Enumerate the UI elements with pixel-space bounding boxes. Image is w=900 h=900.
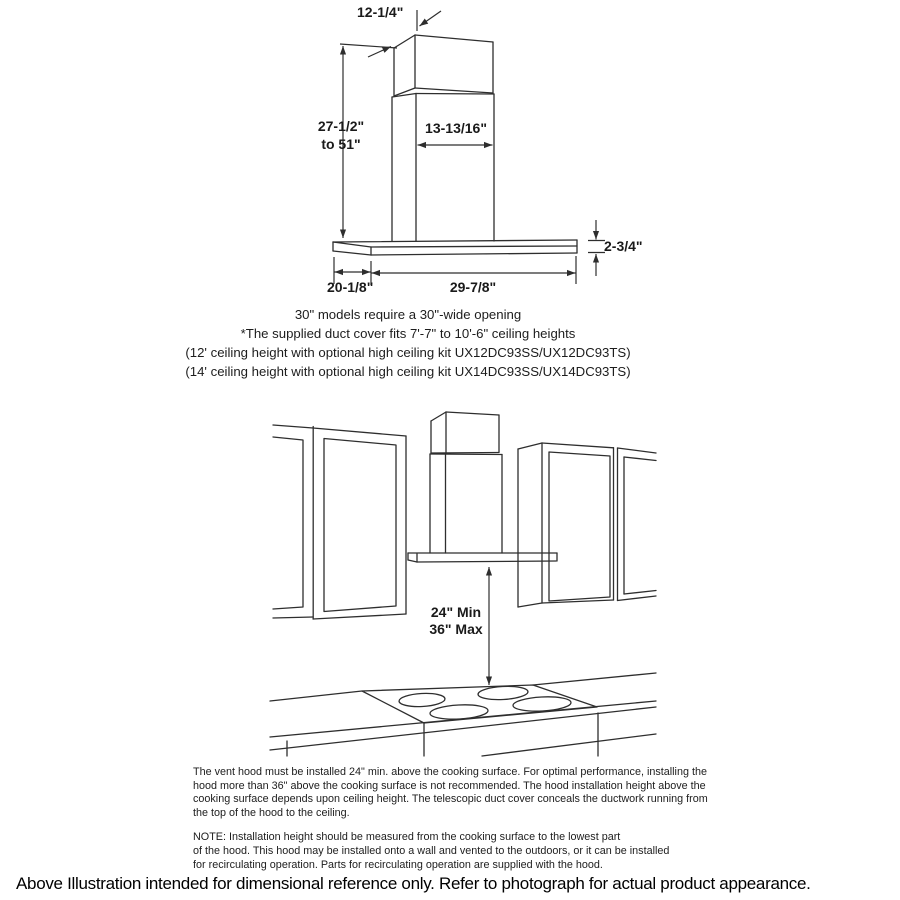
cooktop-burners: [399, 685, 572, 720]
dim-canopy-width: 29-7/8": [449, 279, 497, 295]
dim-duct-height: 27-1/2" to 51": [317, 118, 365, 152]
note-opening-width: 30" models require a 30"-wide opening: [294, 307, 522, 322]
installation-drawing: [260, 405, 660, 765]
duct-cover-upper-section: [394, 35, 493, 96]
footer-disclaimer: Above Illustration intended for dimensional reference only. Refer to photograph for actual product appearance.: [16, 874, 811, 893]
installation-paragraph: The vent hood must be installed 24" min. above the cooking surface. For optimal performance, installing the hood more than 36" above the cooking surface is not recommended. The hood installation height above the cooking surface depends upon ceiling height. The telescopic duct cover conceals the ductwork running from the top of the hood to the ceiling.: [193, 766, 708, 819]
right-upper-cabinet: [518, 443, 656, 607]
dim-duct-depth: 12-1/4": [357, 4, 404, 20]
note-14ft-kit: (14' ceiling height with optional high ceiling kit UX14DC93SS/UX14DC93TS): [185, 364, 631, 379]
note-paragraph: NOTE: Installation height should be measured from the cooking surface to the lowest part of the hood. This hood may be installed onto a wall and vented to the outdoors, or it can be installed for recirculating operation. Parts for recirculating operation are supplied with the hood.: [193, 831, 670, 871]
dim-canopy-depth: 20-1/8": [327, 279, 374, 295]
hood-canopy: [333, 240, 577, 255]
dim-canopy-height: 2-3/4": [604, 238, 643, 254]
duct-cover-lower-section: [392, 94, 494, 242]
note-duct-cover-fit: *The supplied duct cover fits 7'-7" to 10'-6" ceiling heights: [240, 326, 576, 341]
dim-duct-width: 13-13/16": [425, 120, 487, 136]
note-12ft-kit: (12' ceiling height with optional high ceiling kit UX12DC93SS/UX12DC93TS): [185, 345, 631, 360]
model-notes: [108, 305, 708, 381]
hood-duct-and-canopy: [408, 412, 557, 562]
left-upper-cabinet: [273, 425, 406, 619]
countertop-and-cooktop: [270, 673, 656, 756]
dim-clearance: 24" Min 36" Max: [429, 604, 483, 637]
